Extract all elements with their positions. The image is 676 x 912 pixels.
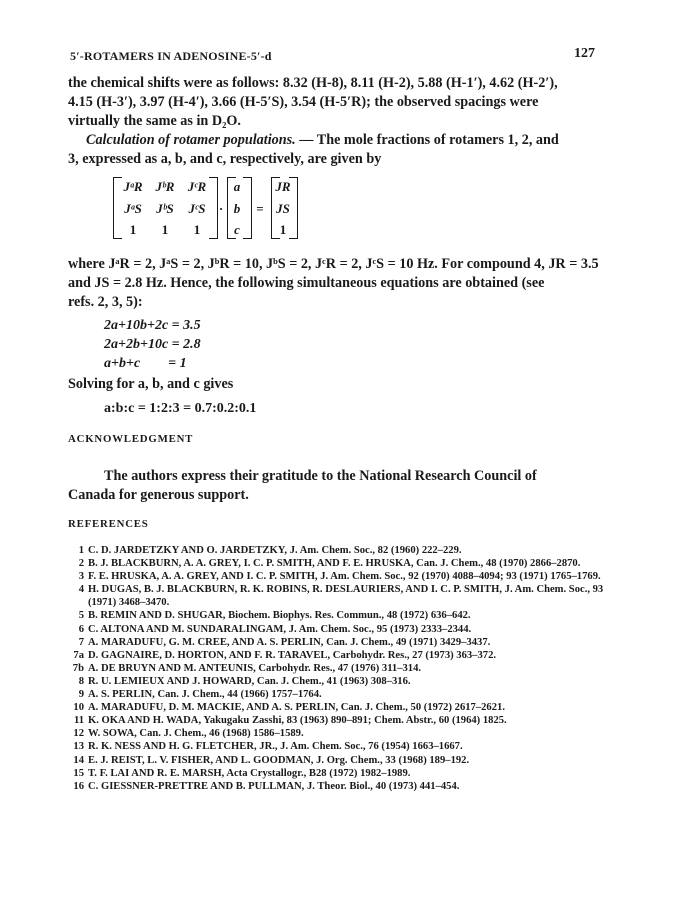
reference-item — [68, 701, 628, 714]
reference-text: B. REMIN AND D. SHUGAR, Biochem. Biophys. Res. Commun., 48 (1972) 636–642. — [88, 610, 471, 622]
reference-item — [68, 649, 628, 662]
reference-text: R. K. NESS AND H. G. FLETCHER, JR., J. Am. Chem. Soc., 76 (1954) 1663–1667. — [88, 741, 463, 753]
equals-sign: = — [256, 201, 264, 216]
running-title: 5′-ROTAMERS IN ADENOSINE-5′-d — [70, 49, 272, 63]
reference-number: 7 — [78, 636, 84, 648]
equation-line: a+b+c = 1 — [104, 356, 187, 371]
reference-text: R. U. LEMIEUX AND J. HOWARD, Can. J. Chem., 41 (1963) 308–316. — [88, 675, 411, 687]
vector-cell: c — [234, 222, 240, 237]
reference-item — [68, 570, 628, 583]
text-line: the chemical shifts were as follows: 8.32 (H-8), 8.11 (H-2), 5.88 (H-1′), 4.62 (H-2′), — [68, 75, 558, 91]
reference-item — [68, 714, 628, 727]
reference-number: 7b — [72, 662, 84, 674]
reference-text: A. S. PERLIN, Can. J. Chem., 44 (1966) 1757–1764. — [88, 689, 322, 701]
reference-item — [68, 740, 628, 753]
matrix-cell: JᵃR — [123, 179, 143, 194]
reference-text: T. F. LAI AND R. E. MARSH, Acta Crystallogr., B28 (1972) 1982–1989. — [88, 767, 411, 779]
reference-number: 2 — [78, 558, 84, 570]
reference-number: 16 — [73, 780, 84, 792]
reference-text: C. GIESSNER-PRETTRE AND B. PULLMAN, J. Theor. Biol., 40 (1973) 441–454. — [88, 780, 460, 792]
reference-text: A. MARADUFU, G. M. CREE, AND A. S. PERLIN, Can. J. Chem., 49 (1971) 3429–3437. — [88, 636, 491, 648]
text-line: where JᵃR = 2, JᵃS = 2, JᵇR = 10, JᵇS = 2, JᶜR = 2, JᶜS = 10 Hz. For compound 4, JR = 3.5 — [68, 256, 599, 272]
reference-number: 5 — [78, 610, 84, 622]
reference-number: 9 — [78, 689, 84, 701]
solving-line: Solving for a, b, and c gives — [68, 376, 234, 392]
matrix-cell: JᵃS — [124, 201, 142, 216]
reference-item — [68, 583, 628, 609]
reference-item — [68, 662, 628, 675]
vector-cell: a — [233, 179, 241, 194]
reference-number: 14 — [73, 754, 84, 766]
paragraph-rotamer-calculation — [68, 131, 608, 169]
text-line: The authors express their gratitude to the National Research Council of — [104, 468, 537, 484]
reference-text: D. GAGNAIRE, D. HORTON, AND F. R. TARAVEL, Carbohydr. Res., 27 (1973) 363–372. — [88, 649, 497, 661]
equation-line: 2a+2b+10c = 2.8 — [104, 337, 201, 352]
text-line: — The mole fractions of rotamers 1, 2, and — [295, 132, 559, 148]
reference-text: C. D. JARDETZKY AND O. JARDETZKY, J. Am. Chem. Soc., 82 (1960) 222–229. — [88, 545, 462, 556]
matrix-cell: JᶜS — [188, 201, 206, 216]
reference-item — [68, 557, 628, 570]
reference-item — [68, 623, 628, 636]
dot-operator: · — [218, 201, 224, 216]
matrix-cell: 1 — [193, 222, 201, 237]
result-cell: JR — [275, 179, 291, 194]
acknowledgment-text — [68, 467, 608, 505]
reference-text: C. ALTONA AND M. SUNDARALINGAM, J. Am. Chem. Soc., 95 (1973) 2333–2344. — [88, 623, 472, 635]
ratio-result: a:b:c = 1:2:3 = 0.7:0.2:0.1 — [104, 401, 257, 416]
reference-number: 12 — [73, 728, 84, 740]
matrix-cell: JᵇS — [156, 201, 174, 216]
reference-text: A. DE BRUYN AND M. ANTEUNIS, Carbohydr. Res., 47 (1976) 311–314. — [88, 662, 422, 674]
reference-text: F. E. HRUSKA, A. A. GREY, AND I. C. P. SMITH, J. Am. Chem. Soc., 92 (1970) 4088–4094; 93 (1971) 1765–1769. — [88, 571, 601, 583]
reference-number: 15 — [73, 767, 84, 779]
paragraph-coupling-values — [68, 255, 608, 312]
references-heading: REFERENCES — [68, 518, 149, 530]
matrix-cell: JᵇR — [155, 179, 175, 194]
reference-item — [68, 754, 628, 767]
acknowledgment-heading: ACKNOWLEDGMENT — [68, 433, 194, 445]
reference-item — [68, 688, 628, 701]
reference-number: 7a — [73, 649, 84, 661]
reference-number: 10 — [73, 702, 84, 714]
matrix-equation — [113, 177, 293, 240]
page-number: 127 — [574, 46, 595, 61]
vector-cell: b — [233, 201, 241, 216]
result-cell: JS — [276, 201, 290, 216]
matrix-cell: 1 — [161, 222, 169, 237]
reference-number: 1 — [78, 545, 84, 556]
references-list — [68, 544, 628, 793]
reference-text: E. J. REIST, L. V. FISHER, AND L. GOODMAN, J. Org. Chem., 33 (1968) 189–192. — [88, 754, 470, 766]
matrix-cell: 1 — [129, 222, 137, 237]
text-line: Canada for generous support. — [68, 487, 249, 503]
paragraph-chemical-shifts — [68, 74, 608, 131]
reference-text: A. MARADUFU, D. M. MACKIE, AND A. S. PERLIN, Can. J. Chem., 50 (1972) 2617–2621. — [88, 702, 505, 714]
reference-item — [68, 727, 628, 740]
reference-item — [68, 636, 628, 649]
reference-number: 11 — [73, 715, 84, 727]
reference-number: 4 — [78, 584, 84, 596]
matrix-cell: JᶜR — [187, 179, 207, 194]
reference-number: 3 — [78, 571, 84, 583]
text-line: 4.15 (H-3′), 3.97 (H-4′), 3.66 (H-5′S), 3.54 (H-5′R); the observed spacings were — [68, 94, 539, 110]
reference-text: K. OKA AND H. WADA, Yakugaku Zasshi, 83 (1963) 890–891; Chem. Abstr., 60 (1964) 1825. — [88, 715, 507, 727]
reference-item — [68, 675, 628, 688]
reference-item — [68, 767, 628, 780]
reference-item — [68, 780, 628, 793]
reference-text: B. J. BLACKBURN, A. A. GREY, I. C. P. SMITH, AND F. E. HRUSKA, Can. J. Chem., 48 (1970) 2866–2870. — [88, 558, 581, 570]
reference-number: 13 — [73, 741, 84, 753]
text-line: 3, expressed as a, b, and c, respectively, are given by — [68, 151, 382, 167]
reference-text: H. DUGAS, B. J. BLACKBURN, R. K. ROBINS, R. DESLAURIERS, AND I. C. P. SMITH, J. Am. Chem. Soc., 93 (1971) 3468–3470. — [88, 584, 604, 609]
equation-line: 2a+10b+2c = 3.5 — [104, 318, 201, 333]
reference-number: 6 — [78, 623, 84, 635]
text-line: refs. 2, 3, 5): — [68, 294, 143, 310]
section-run-in-title: Calculation of rotamer populations. — [86, 132, 296, 148]
reference-item — [68, 544, 628, 557]
reference-number: 8 — [78, 675, 84, 687]
text-line: virtually the same as in D₂O. — [68, 113, 241, 129]
result-cell: 1 — [279, 222, 287, 237]
text-line: and JS = 2.8 Hz. Hence, the following simultaneous equations are obtained (see — [68, 275, 545, 291]
simultaneous-equations — [104, 316, 201, 373]
reference-text: W. SOWA, Can. J. Chem., 46 (1968) 1586–1589. — [88, 728, 304, 740]
reference-item — [68, 609, 628, 622]
